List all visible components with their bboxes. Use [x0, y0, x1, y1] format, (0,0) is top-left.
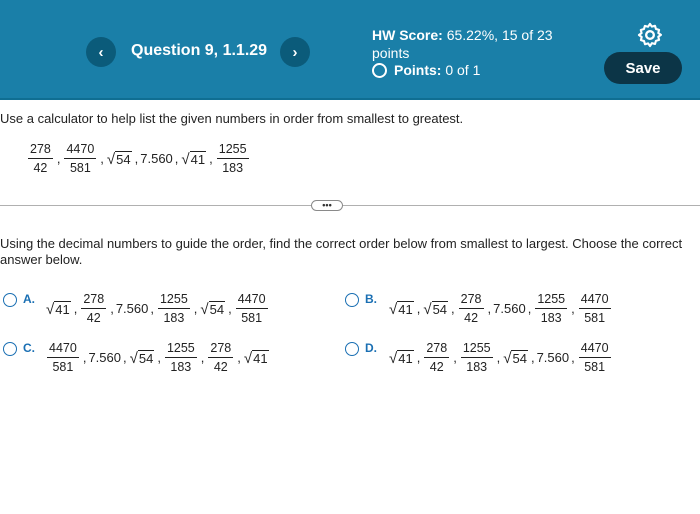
- given-numbers: $\frac{278}{42}$ , $\frac{4470}{581}$ , √ 54 , 7.560 , √ 41 , $\frac{1255}{183}$: [30, 142, 247, 175]
- option-c[interactable]: [3, 341, 35, 356]
- square-root: √ 41: [181, 150, 206, 168]
- section-divider: [0, 205, 700, 206]
- option-d[interactable]: [345, 341, 377, 356]
- expand-button[interactable]: •••: [311, 200, 343, 211]
- option-letter: A.: [23, 292, 35, 306]
- option-a-expression: √ 41 , $\frac{278}{42}$ , 7.560 , $\frac{1255}{183}$ , √ 54 , $\frac{4470}{581}$: [46, 292, 266, 325]
- square-root: √ 54: [106, 150, 131, 168]
- option-b[interactable]: [345, 292, 377, 307]
- radio-button[interactable]: [345, 342, 359, 356]
- hw-score: [372, 26, 587, 62]
- option-b-expression: √ 41 , √ 54 , $\frac{278}{42}$ , 7.560 , $\frac{1255}{183}$ , $\frac{4470}{581}$: [389, 292, 609, 325]
- decimal-number: 7.560: [140, 151, 173, 166]
- question-instruction: Use a calculator to help list the given numbers in order from smallest to greatest.: [0, 111, 464, 126]
- points-status-icon: [372, 63, 387, 78]
- next-question-button[interactable]: [280, 37, 310, 67]
- answer-instruction: Using the decimal numbers to guide the order, find the correct order below from smallest to largest. Choose the correct answer below.: [0, 236, 683, 267]
- option-letter: C.: [23, 341, 35, 355]
- points-label: Points:: [394, 62, 442, 78]
- radio-button[interactable]: [3, 342, 17, 356]
- points-value: 0 of 1: [445, 62, 481, 78]
- previous-question-button[interactable]: [86, 37, 116, 67]
- chevron-left-icon: ‹: [98, 43, 104, 61]
- question-title: Question 9, 1.1.29: [131, 42, 268, 59]
- option-a[interactable]: [3, 292, 35, 307]
- option-c-expression: $\frac{4470}{581}$ , 7.560 , √ 54 , $\frac{1255}{183}$ , $\frac{278}{42}$ , √ 41: [49, 341, 268, 374]
- fraction: $\frac{4470}{581}$: [66, 142, 95, 175]
- option-d-expression: √ 41 , $\frac{278}{42}$ , $\frac{1255}{183}$ , √ 54 , 7.560 , $\frac{4470}{581}$: [389, 341, 609, 374]
- fraction: $\frac{1255}{183}$: [218, 142, 247, 175]
- radio-button[interactable]: [3, 293, 17, 307]
- gear-icon[interactable]: [636, 21, 664, 49]
- chevron-right-icon: ›: [292, 43, 298, 61]
- hw-score-label: HW Score:: [372, 27, 443, 43]
- fraction: $\frac{278}{42}$: [30, 142, 51, 175]
- option-letter: D.: [365, 341, 377, 355]
- save-button[interactable]: Save: [604, 52, 682, 84]
- radio-button[interactable]: [345, 293, 359, 307]
- hw-score-value: 65.22%, 15 of 23 points: [372, 27, 553, 61]
- question-header: [0, 0, 700, 100]
- points-status: [372, 62, 480, 78]
- option-letter: B.: [365, 292, 377, 306]
